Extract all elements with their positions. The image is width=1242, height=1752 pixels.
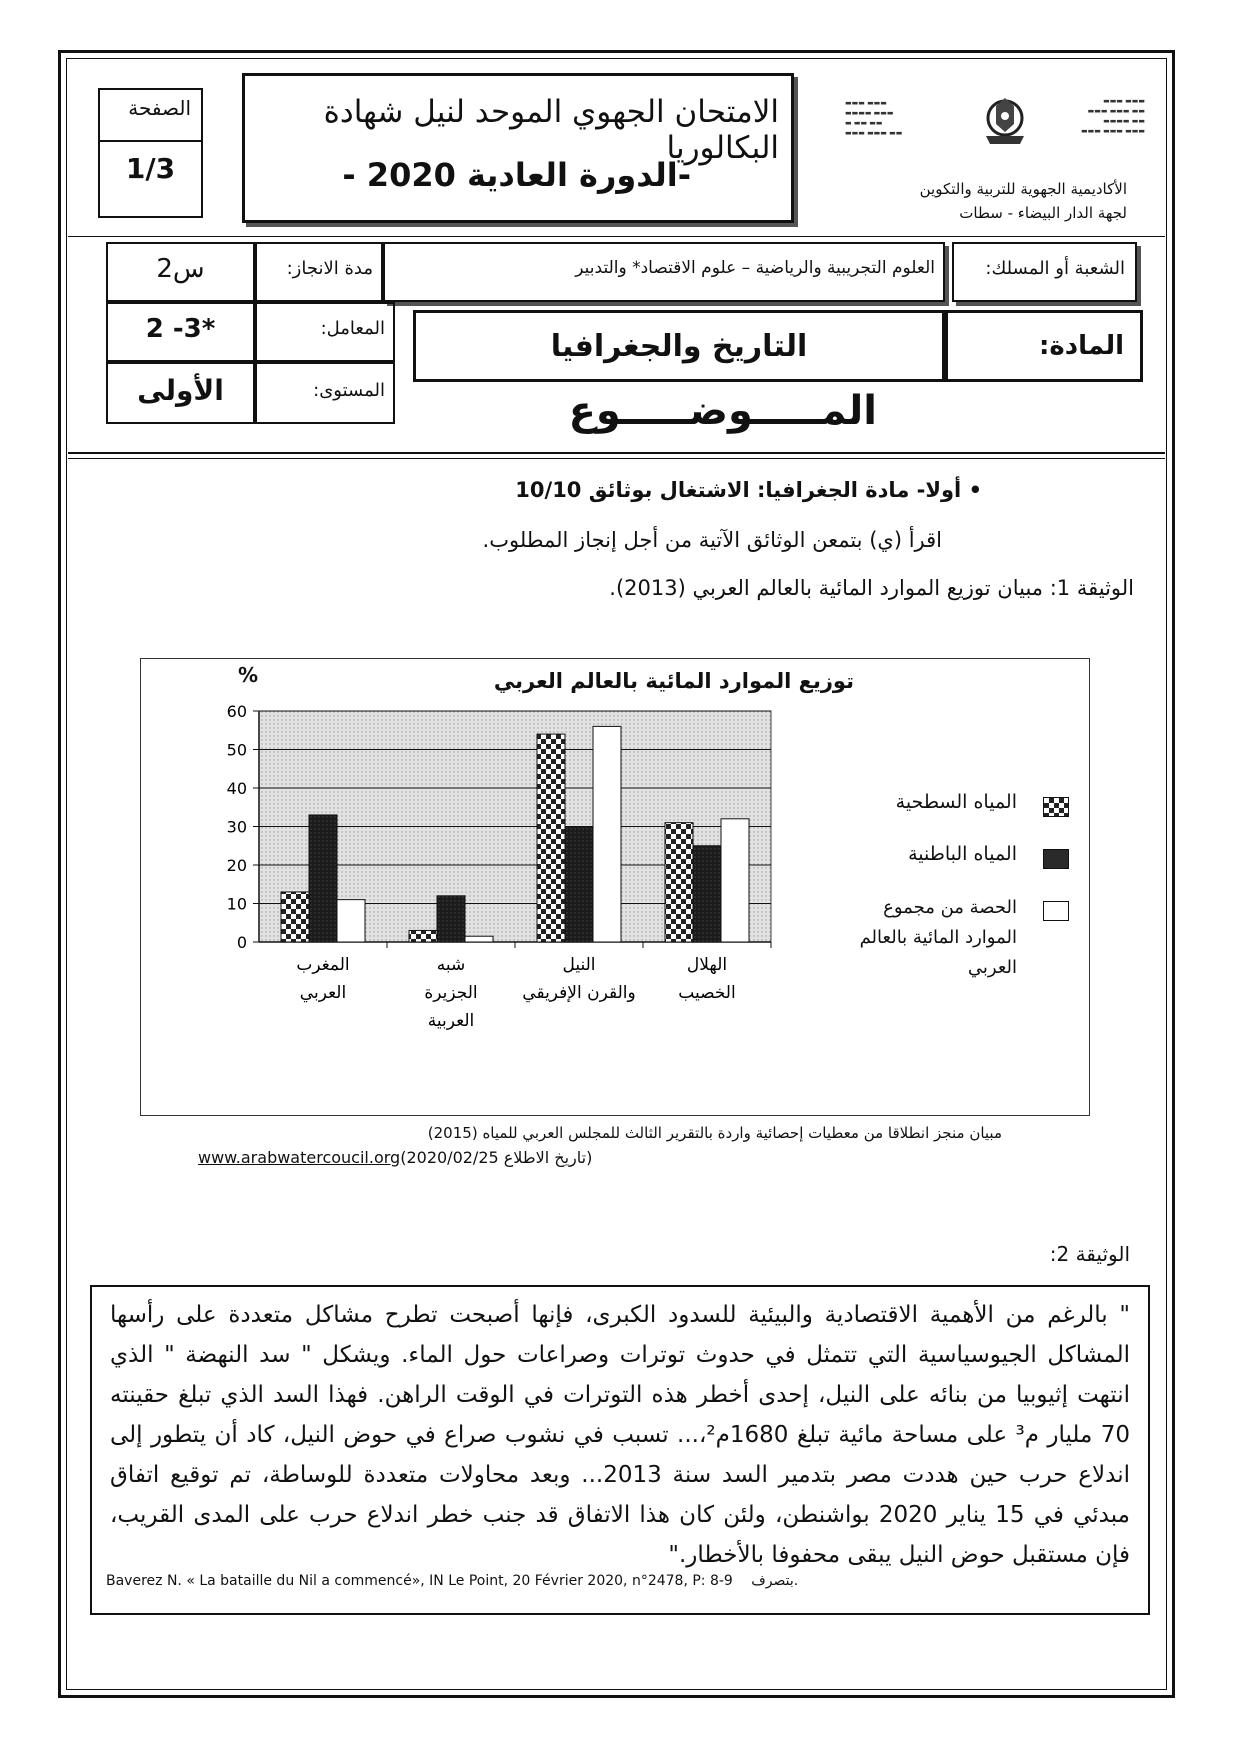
duration-value: 2س [156,254,205,284]
category-label-maghreb: المغرب العربي [296,955,350,1003]
subject-label: المادة: [1039,331,1124,361]
chart-ylabel: % [238,663,259,687]
chart-source-line2 [198,1148,592,1167]
duration-label: مدة الانجاز: [286,258,373,279]
source-link[interactable]: www.arabwatercoucil.org [198,1148,401,1167]
access-date: (تاريخ الاطلاع 2020/02/25) [400,1148,593,1167]
instruction: اقرأ (ي) بتمعن الوثائق الآتية من أجل إنجاز المطلوب. [482,528,942,552]
page-number-box [98,88,203,218]
branch-label-box [952,242,1137,302]
header-divider [68,236,1165,237]
coef-value-box [106,302,255,362]
exam-session: -الدورة العادية 2020 - [342,156,691,194]
bar-ground-peninsula [437,896,465,942]
coef-label-box [255,302,395,362]
legend-label-ground: المياه الباطنية [908,843,1017,865]
section-title: أولا- مادة الجغرافيا: الاشتغال بوثائق [588,478,962,502]
branch-value: العلوم التجريبية والرياضية – علوم الاقتصاد* والتدبير [575,258,935,278]
exam-title-box [242,73,794,223]
legend-swatch-surface [1043,797,1069,817]
coef-value: 2 -3* [145,314,216,344]
level-value-box [106,362,255,424]
academy-line-2: لجهة الدار البيضاء - سطات [959,204,1127,222]
bar-ground-maghreb [309,815,337,942]
bar-ground-crescent [693,846,721,942]
bar-surface-crescent [665,823,693,942]
bar-ground-nile [565,827,593,943]
doc2-citation [106,1573,798,1589]
topic-heading: المـــــوضـــــوع [568,388,877,434]
coef-label: المعامل: [320,318,385,339]
level-label-box [255,362,395,424]
bullet-mark: • [968,478,982,502]
water-resources-chart [141,659,1089,1115]
subject-label-box [945,310,1143,382]
subject-value: التاريخ والجغرافيا [550,329,808,364]
category-label-nile: النيل والقرن الإفريقي [522,955,636,1003]
adapted-note: بتصرف. [751,1573,799,1589]
ytick-label-10: 10 [226,894,247,914]
level-value: الأولى [137,374,224,407]
ytick-label-20: 20 [226,856,247,875]
bar-share-maghreb [337,900,365,942]
chart-container [140,658,1090,1116]
doc2-box [90,1285,1150,1615]
branch-label: الشعبة أو المسلك: [985,258,1125,279]
bar-surface-maghreb [281,892,309,942]
ytick-label-0: 0 [236,933,247,952]
ytick-label-40: 40 [226,779,247,798]
legend-label-surface: المياه السطحية [895,791,1017,813]
bar-share-peninsula [465,936,493,942]
coat-of-arms-icon [980,92,1030,150]
category-label-crescent: الهلال الخصيب [678,955,736,1003]
chart-source-line1: مبيان منجز انطلاقا من معطيات إحصائية واردة بالتقرير الثالث للمجلس العربي للمياه (2015) [427,1124,1002,1142]
bar-share-nile [593,726,621,942]
duration-label-box [255,242,383,302]
topic-divider [68,452,1165,454]
page-number: 1/3 [125,152,176,185]
subject-value-box [413,310,945,382]
ytick-label-60: 60 [226,702,247,721]
doc1-caption: الوثيقة 1: مبيان توزيع الموارد المائية بالعالم العربي (2013). [609,576,1134,600]
ministry-logo: ▬▬▬ ▬▬▬ ▬▬▬▬ ▬▬▬ ▬ ▬▬ ▬▬ ▬▬▬ ▬▬▬ ▬▬ ▬▬▬ ▬▬▬ ▬▬▬ ▬▬▬ ▬▬ ▬▬▬▬ ▬▬ ▬▬▬ ▬▬▬ ▬▬▬ [845,92,1145,162]
chart-title: توزيع الموارد المائية بالعالم العربي [493,669,854,693]
category-label-peninsula: شبه الجزيرة العربية [424,955,478,1031]
section-score: 10/10 [515,478,582,502]
topic-divider-2 [68,458,1165,459]
doc2-label: الوثيقة 2: [1049,1242,1130,1266]
exam-title: الامتحان الجهوي الموحد لنيل شهادة البكالوريا [323,94,779,166]
section-heading [515,478,982,502]
level-label: المستوى: [313,380,385,401]
legend-label-share: الحصة من مجموع الموارد المائية بالعالم العربي [859,897,1017,978]
legend-swatch-ground [1043,849,1069,869]
ytick-label-50: 50 [226,740,247,760]
citation-text: Baverez N. « La bataille du Nil a commencé», IN Le Point, 20 Février 2020, n°2478, P: 8-9 [106,1573,733,1589]
bar-surface-nile [537,734,565,942]
academy-line-1: الأكاديمية الجهوية للتربية والتكوين [919,180,1127,198]
page-label: الصفحة [128,96,191,120]
branch-value-box [383,242,945,302]
ytick-label-30: 30 [226,817,247,837]
bar-share-crescent [721,819,749,942]
doc2-text: " بالرغم من الأهمية الاقتصادية والبيئية للسدود الكبرى، فإنها أصبحت تطرح مشاكل متعددة على رأسها المشاكل الجيوسياسية التي تتمثل في حدوث توترات وصراعات حول الماء. ويشكل " سد النهضة " الذي انتهت إثيوبيا من بنائه على النيل، إحدى أخطر هذه التوترات في الوقت الراهن. فهذا السد الذي تبلغ حقينته 70 مليار م³ على مساحة مائية تبلغ 1680م²،... تسبب في نشوب صراع في حوض النيل، كاد أن يتطور إلى اندلاع حرب حين هددت مصر بتدمير السد سنة 2013... وبعد محاولات متعددة للوساطة، تم توقيع اتفاق مبدئي في 15 يناير 2020 بواشنطن، ولئن كان هذا الاتفاق قد جنب خطر اندلاع حرب على المدى القريب، فإن مستقبل حوض النيل يبقى محفوفا بالأخطار." [110,1302,1131,1568]
bar-surface-peninsula [409,930,437,942]
duration-value-box [106,242,255,302]
legend-swatch-share [1043,901,1069,921]
